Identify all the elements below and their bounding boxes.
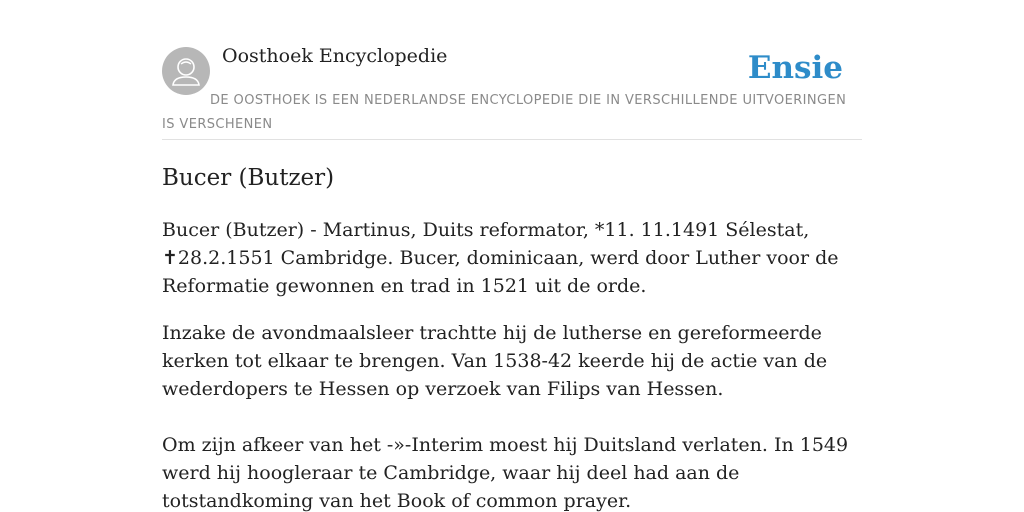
header-divider bbox=[162, 139, 862, 140]
article-paragraph: Bucer (Butzer) - Martinus, Duits reformator, *11. 11.1491 Sélestat, ✝28.2.1551 Cambridge. Bucer, dominicaan, werd door Luther voor de Reformatie gewonnen en trad in 1521 uit de orde. bbox=[162, 219, 839, 297]
ensie-logo-link[interactable]: Ensie bbox=[747, 50, 843, 86]
author-avatar[interactable] bbox=[162, 47, 210, 95]
article-paragraph: Om zijn afkeer van het -»-Interim moest hij Duitsland verlaten. In 1549 werd hij hoogleraar te Cambridge, waar hij deel had aan de totstandkoming van het Book of common prayer. bbox=[162, 434, 849, 512]
article-paragraph: Inzake de avondmaalsleer trachtte hij de lutherse en gereformeerde kerken tot elkaar te brengen. Van 1538-42 keerde hij de actie van de wederdopers te Hessen op verzoek van Filips van Hessen. bbox=[162, 322, 828, 400]
user-icon bbox=[162, 47, 210, 95]
article-title: Bucer (Butzer) bbox=[162, 165, 335, 191]
site-name[interactable]: Oosthoek Encyclopedie bbox=[222, 45, 448, 67]
article-body bbox=[162, 216, 862, 512]
page bbox=[162, 0, 862, 512]
site-tagline: DE OOSTHOEK IS EEN NEDERLANDSE ENCYCLOPEDIE DIE IN VERSCHILLENDE UITVOERINGEN IS VERSCHENEN bbox=[162, 93, 847, 132]
